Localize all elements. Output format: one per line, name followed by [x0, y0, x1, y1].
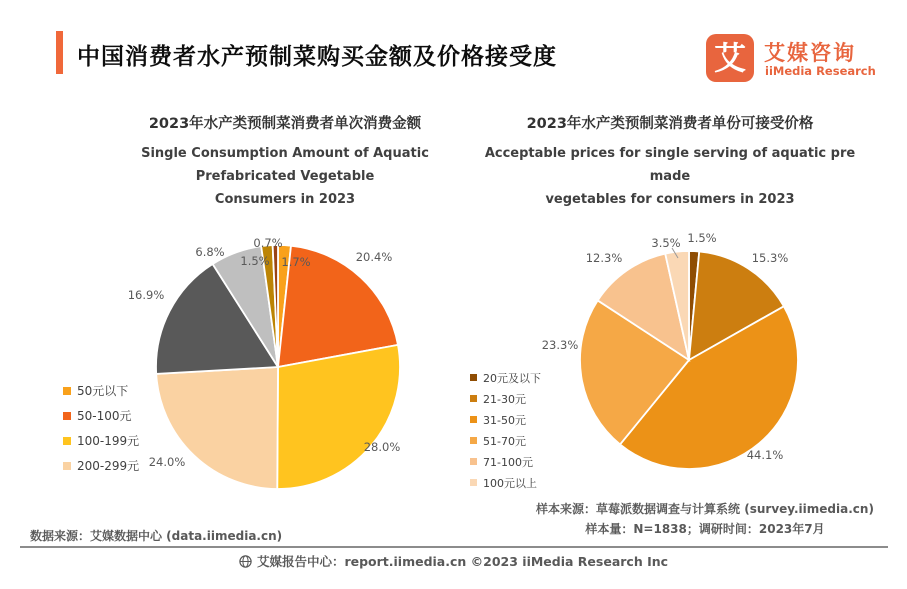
left-chart-title-zh: 2023年水产类预制菜消费者单次消费金额	[148, 116, 422, 132]
footer	[0, 552, 907, 571]
legend-swatch	[470, 437, 477, 444]
pie-percent-label: 0.7%	[253, 236, 283, 250]
pie-percent-label: 1.7%	[281, 255, 311, 269]
right-chart-title-zh: 2023年水产类预制菜消费者单份可接受价格	[526, 116, 814, 132]
legend-swatch	[63, 387, 71, 395]
left-chart-title-en-1: Single Consumption Amount of Aquatic Prefabricated Vegetable	[141, 146, 429, 184]
pie-percent-label: 15.3%	[751, 251, 789, 265]
pie-percent-label: 12.3%	[585, 251, 623, 265]
legend-item	[63, 453, 139, 478]
legend-label: 200-299元	[77, 459, 140, 473]
pie-percent-label: 6.8%	[195, 245, 225, 259]
legend-label: 100-199元	[77, 434, 140, 448]
logo-glyph: 艾	[713, 39, 746, 77]
legend-item	[63, 428, 139, 453]
legend-swatch	[470, 479, 477, 486]
left-chart-title	[100, 112, 470, 211]
legend-label: 71-100元	[483, 455, 533, 469]
pie-percent-label: 3.5%	[651, 236, 681, 250]
legend-label: 31-50元	[483, 413, 526, 427]
pie-chart-acceptable-price	[541, 217, 855, 512]
legend-acceptable-price	[470, 367, 541, 493]
sample-size-line: 样本量：N=1838；调研时间：2023年7月	[585, 522, 825, 536]
legend-item	[470, 388, 541, 409]
legend-swatch	[470, 416, 477, 423]
legend-item	[63, 378, 139, 403]
legend-item	[63, 403, 139, 428]
legend-item	[470, 472, 541, 493]
iimedia-logo-icon	[706, 34, 754, 82]
legend-item	[470, 367, 541, 388]
legend-label: 51-70元	[483, 434, 526, 448]
legend-item	[470, 430, 541, 451]
legend-swatch	[470, 374, 477, 381]
page-title: 中国消费者水产预制菜购买金额及价格接受度	[77, 44, 557, 70]
legend-label: 20元及以下	[483, 371, 541, 385]
pie-slice	[156, 367, 278, 489]
globe-icon	[239, 555, 252, 571]
legend-swatch	[63, 462, 71, 470]
title-accent-bar	[56, 31, 63, 74]
legend-label: 50元以下	[77, 384, 129, 398]
left-chart-title-en-2: Consumers in 2023	[214, 192, 356, 207]
pie-percent-label: 28.0%	[363, 440, 401, 454]
pie-chart-consumption-amount	[108, 217, 453, 517]
pie-percent-label: 16.9%	[127, 288, 165, 302]
sample-source-line: 样本来源：草莓派数据调查与计算系统 (survey.iimedia.cn)	[536, 502, 874, 516]
pie-percent-label: 1.5%	[240, 254, 270, 268]
pie-percent-label: 1.5%	[687, 231, 717, 245]
logo-name-zh: 艾媒咨询	[764, 41, 856, 65]
pie-percent-label: 20.4%	[355, 250, 393, 264]
legend-consumption-amount	[63, 378, 139, 478]
legend-swatch	[63, 437, 71, 445]
right-chart-title-en-1: Acceptable prices for single serving of aquatic pre made	[484, 146, 856, 184]
legend-label: 21-30元	[483, 392, 526, 406]
legend-swatch	[63, 412, 71, 420]
logo-name-en: iiMedia Research	[765, 64, 876, 78]
pie-percent-label: 23.3%	[541, 338, 579, 352]
legend-swatch	[470, 395, 477, 402]
legend-label: 100元以上	[483, 476, 537, 490]
pie-percent-label: 24.0%	[148, 455, 186, 469]
legend-label: 50-100元	[77, 409, 132, 423]
legend-item	[470, 409, 541, 430]
right-chart-title-en-2: vegetables for consumers in 2023	[545, 192, 795, 207]
data-source-note: 数据来源：艾媒数据中心 (data.iimedia.cn)	[30, 529, 283, 543]
right-chart-title	[480, 112, 860, 211]
legend-item	[470, 451, 541, 472]
pie-slice	[277, 345, 400, 489]
legend-swatch	[470, 458, 477, 465]
sample-source-note	[505, 499, 905, 539]
footer-text: 艾媒报告中心：report.iimedia.cn ©2023 iiMedia Research Inc	[256, 554, 669, 569]
pie-percent-label: 44.1%	[746, 448, 784, 462]
footer-divider	[20, 546, 888, 548]
